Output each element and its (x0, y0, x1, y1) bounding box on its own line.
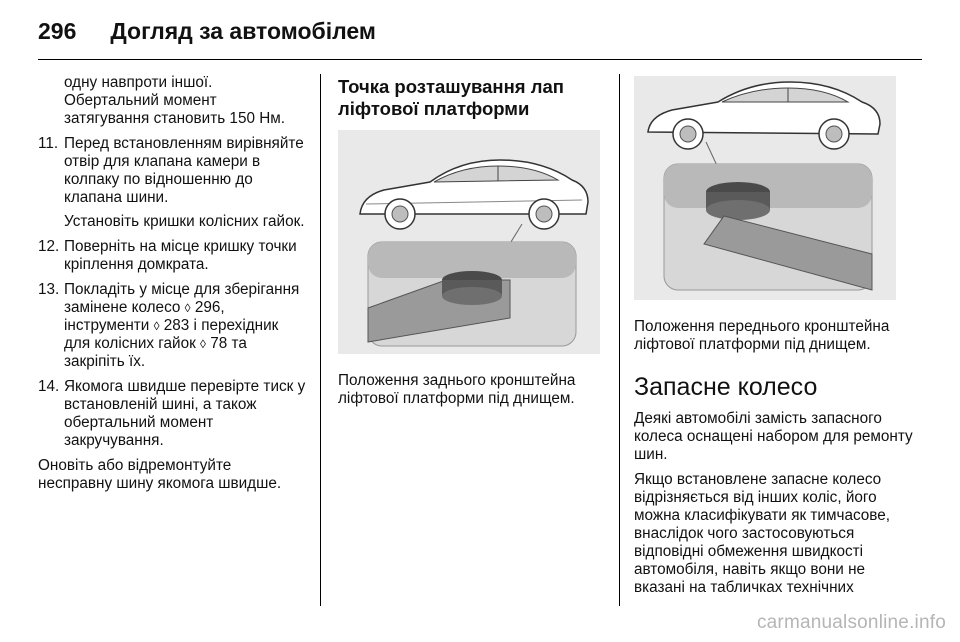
reference-arrow-icon: ◊ (184, 301, 191, 315)
section-heading: Точка розташування лап ліфтової платформи (338, 76, 564, 119)
column-divider-2 (619, 74, 620, 606)
item-text: Перед встановленням вирівняйте отвір для клапана камери в колпаку по відношенню до клапана шини. (64, 135, 304, 206)
figure-caption: Положення заднього кронштейна ліфтової платформи під днищем. (338, 372, 576, 407)
page-reference-link[interactable]: 78 (210, 335, 228, 352)
item-text: Якомога швидше перевірте тиск у встановленій шині, а також обертальний момент закручування. (64, 378, 306, 449)
item-number: 14. (38, 378, 60, 395)
page-reference-link[interactable]: 296 (194, 299, 221, 316)
list-item-14 (38, 378, 306, 450)
item-number: 12. (38, 238, 60, 255)
watermark: carmanualsonline.info (756, 612, 946, 633)
page-number: 296 (38, 18, 77, 44)
header-rule (38, 59, 922, 60)
list-item-13 (38, 281, 306, 371)
figure-caption: Положення переднього кронштейна ліфтової платформи під днищем. (634, 318, 890, 353)
continuation-text: одну навпроти іншої. Обертальний момент затягування становить 150 Нм. (64, 74, 286, 127)
rear-lift-point-illustration (338, 130, 600, 354)
paragraph: Деякі автомобілі замість запасного колеса оснащені набором для ремонту шин. (634, 410, 913, 463)
page-header (38, 18, 376, 48)
reference-arrow-icon: ◊ (153, 319, 160, 333)
page-reference-link[interactable]: 283 (163, 317, 190, 334)
paragraph: Якщо встановлене запасне колесо відрізняється від інших коліс, його можна класифікувати як тимчасове, внаслідок чого застосовуються відповідні обмеження швидкості автомобіля, навіть якщо вони не вказані на табличках технічних (634, 471, 891, 596)
front-lift-point-illustration (634, 76, 896, 300)
column-right (634, 74, 920, 604)
reference-arrow-icon: ◊ (200, 337, 206, 351)
list-item-11 (38, 135, 306, 231)
page-title: Догляд за автомобілем (110, 18, 376, 44)
column-middle (338, 74, 604, 415)
column-divider-1 (320, 74, 321, 606)
column-left (38, 74, 306, 500)
item-text-part: та закріпіть їх. (64, 335, 247, 370)
item-text-part: Покладіть у місце для зберігання замінене колесо (64, 281, 300, 316)
item-text (64, 281, 306, 371)
section-title: Запасне колесо (634, 373, 818, 401)
item-text-part: , інструменти (64, 299, 225, 334)
item-text-part: і перехідник для колісних гайок (64, 317, 279, 352)
car-lift-illustration-icon (634, 76, 896, 300)
car-lift-illustration-icon (338, 130, 600, 354)
item-number: 13. (38, 281, 60, 298)
item-text-2: Установіть кришки колісних гайок. (64, 213, 305, 230)
closing-text: Оновіть або відремонтуйте несправну шину якомога швидше. (38, 457, 282, 492)
item-number: 11. (38, 135, 59, 152)
item-text: Поверніть на місце кришку точки кріплення домкрата. (64, 238, 297, 273)
list-item-12 (38, 238, 306, 274)
